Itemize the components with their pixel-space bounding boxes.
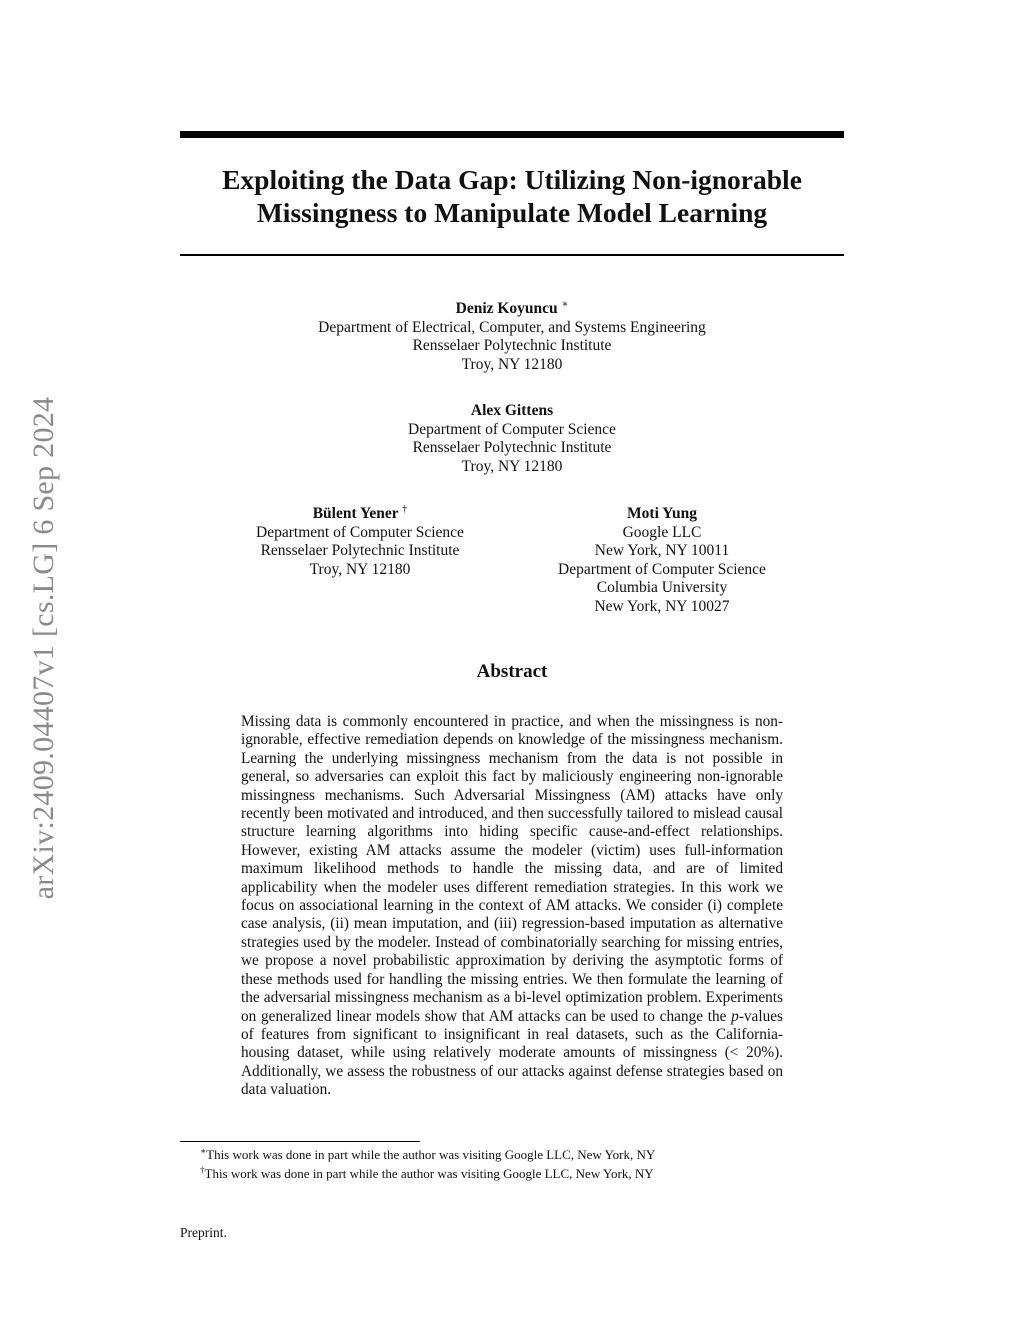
author-name: Moti Yung	[627, 505, 697, 522]
author-affiliation-line: Rensselaer Polytechnic Institute	[412, 439, 612, 456]
footnote-rule	[180, 1141, 420, 1142]
author-block-gittens	[180, 402, 844, 476]
footnote-text: This work was done in part while the author was visiting Google LLC, New York, NY	[204, 1166, 654, 1181]
abstract-text-part-2: -values of features from significant to insignificant in real datasets, such as the California-housing dataset, while using relatively moderate amounts of missingness (< 20%). Additionally, we assess the robustness of our attacks against defense strategies based on data valuation.	[241, 1007, 783, 1099]
arxiv-identifier-stamp: arXiv:2409.04407v1 [cs.LG] 6 Sep 2024	[27, 396, 60, 900]
author-name: Deniz Koyuncu ∗	[455, 299, 569, 317]
abstract-heading: Abstract	[476, 661, 548, 682]
author-affiliation-line: New York, NY 10027	[594, 597, 730, 615]
title-bottom-rule	[180, 254, 844, 256]
author-name: Alex Gittens	[470, 402, 554, 419]
title-top-rule	[180, 131, 844, 138]
author-affiliation-line: Department of Computer Science	[558, 560, 766, 578]
author-affiliation-line: New York, NY 10011	[594, 542, 730, 559]
author-footnote-mark: †	[402, 504, 408, 515]
author-name: Bülent Yener †	[312, 504, 408, 522]
author-affiliation-line: Department of Computer Science	[408, 420, 616, 438]
p-value-symbol: p	[731, 1007, 739, 1025]
paper-title	[180, 163, 844, 229]
author-affiliation-line: Troy, NY 12180	[461, 457, 563, 475]
author-affiliation-line: Troy, NY 12180	[309, 560, 411, 578]
paper-title-line-2: Missingness to Manipulate Model Learning	[256, 197, 768, 228]
author-affiliation-line: Columbia University	[596, 579, 728, 596]
abstract-text-part-1: Missing data is commonly encountered in practice, and when the missingness is non-ignorable, effective remediation depends on knowledge of the missingness mechanism. Learning the underlying missingness mechanism from the data is not possible in general, so adversaries can exploit this fact by maliciously engineering non-ignorable missingness mechanisms. Such Adversarial Missingness (AM) attacks have only recently been motivated and introduced, and then successfully tailored to mislead causal structure learning algorithms into hiding specific cause-and-effect relationships. However, existing AM attacks assume the modeler (victim) uses full-information maximum likelihood methods to handle the missing data, and are of limited applicability when the modeler uses different remediation strategies. In this work we focus on associational learning in the context of AM attacks. We consider (i) complete case analysis, (ii) mean imputation, and (iii) regression-based imputation as alternative strategies used by the modeler. Instead of combinatorially searching for missing entries, we propose a novel probabilistic approximation by deriving the asymptotic forms of these methods used for handling the missing entries. We then formulate the learning of the adversarial missingness mechanism as a bi-level optimization problem. Experiments on generalized linear models show that AM attacks can be used to change the	[241, 713, 783, 1025]
author-affiliation-line: Google LLC	[622, 523, 702, 541]
footnote-mark: ∗	[200, 1146, 207, 1156]
footnote-2	[200, 1166, 654, 1182]
author-block-yung	[522, 505, 802, 616]
footnote-text: This work was done in part while the author was visiting Google LLC, New York, NY	[206, 1147, 656, 1162]
author-block-koyuncu	[180, 300, 844, 374]
footnote-1	[200, 1147, 655, 1163]
author-affiliation-line: Troy, NY 12180	[461, 355, 563, 373]
footnote-mark: †	[200, 1165, 205, 1175]
author-affiliation-line: Department of Electrical, Computer, and Systems Engineering	[318, 318, 706, 336]
paper-title-line-1: Exploiting the Data Gap: Utilizing Non-ignorable	[222, 164, 802, 195]
author-footnote-mark: ∗	[561, 299, 569, 310]
author-block-yener	[220, 505, 500, 579]
author-affiliation-line: Rensselaer Polytechnic Institute	[260, 542, 460, 559]
author-affiliation-line: Department of Computer Science	[256, 523, 464, 541]
abstract-body	[241, 713, 783, 1100]
preprint-label: Preprint.	[180, 1225, 227, 1240]
author-affiliation-line: Rensselaer Polytechnic Institute	[412, 337, 612, 354]
